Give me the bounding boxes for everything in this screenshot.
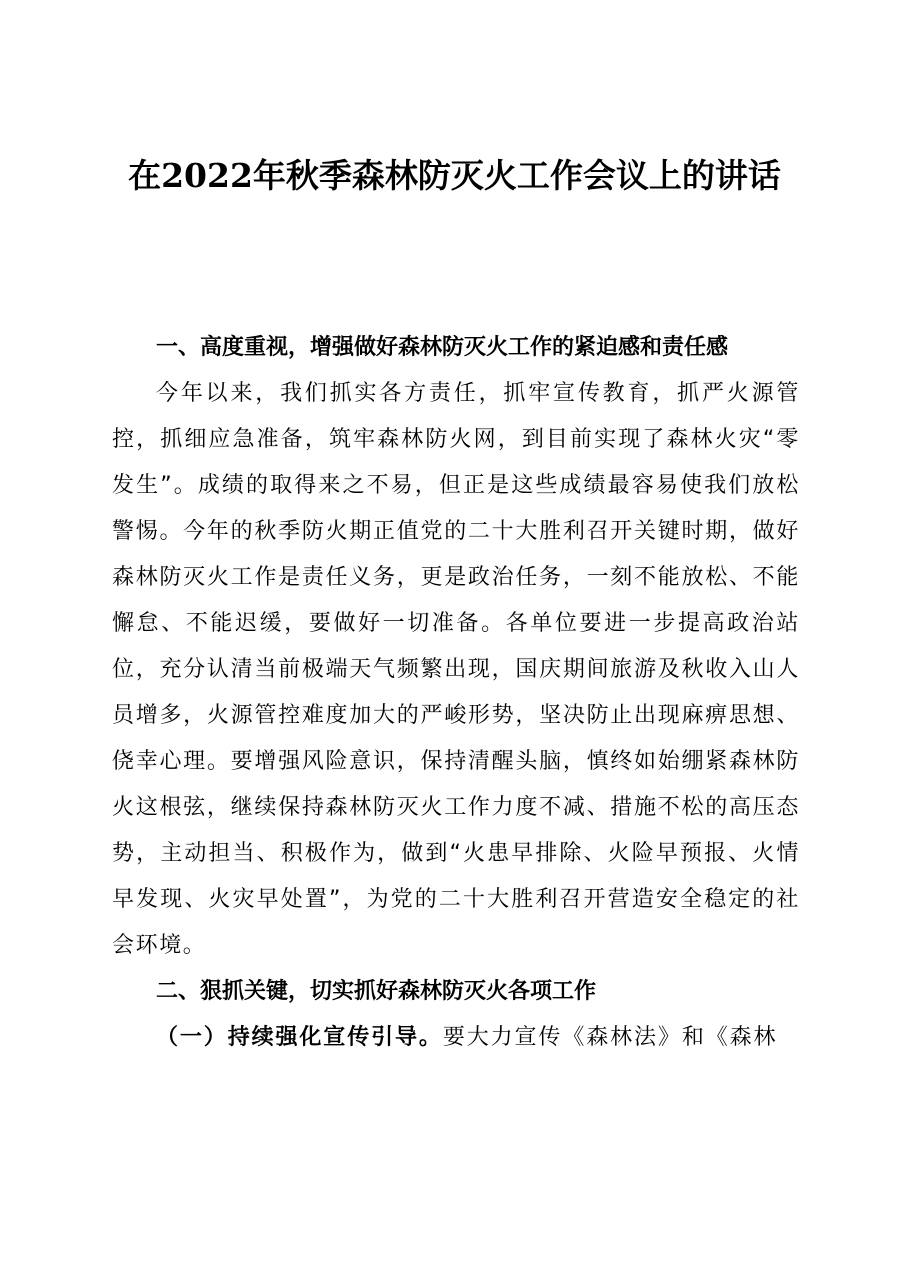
section-2-paragraph bbox=[112, 1015, 800, 1061]
document-title: 在2022年秋季森林防灭火工作会议上的讲话 bbox=[128, 156, 781, 195]
section-1-heading: 一、高度重视，增强做好森林防灭火工作的紧迫感和责任感 bbox=[156, 335, 729, 360]
section-1-paragraph: 今年以来，我们抓实各方责任，抓牢宣传教育，抓严火源管控，抓细应急准备，筑牢森林防火网，到目前实现了森林火灾“零发生”。成绩的取得来之不易，但正是这些成绩最容易使我们放松警惕。今年的秋季防火期正值党的二十大胜利召开关键时期，做好森林防灭火工作是责任义务，更是政治任务，一刻不能放松、不能懈怠、不能迟缓，要做好一切准备。各单位要进一步提高政治站位，充分认清当前极端天气频繁出现，国庆期间旅游及秋收入山人员增多，火源管控难度加大的严峻形势，坚决防止出现麻痹思想、侥幸心理。要增强风险意识，保持清醒头脑，慎终如始绷紧森林防火这根弦，继续保持森林防灭火工作力度不减、措施不松的高压态势，主动担当、积极作为，做到“火患早排除、火险早预报、火情早发现、火灾早处置”，为党的二十大胜利召开营造安全稳定的社会环境。 bbox=[112, 381, 800, 958]
subsection-1-title: （一）持续强化宣传引导。 bbox=[156, 1025, 443, 1050]
subsection-1-text: 要大力宣传《森林法》和《森林 bbox=[442, 1025, 778, 1050]
document-body bbox=[112, 325, 800, 1061]
section-2-heading: 二、狠抓关键，切实抓好森林防灭火各项工作 bbox=[156, 979, 597, 1004]
